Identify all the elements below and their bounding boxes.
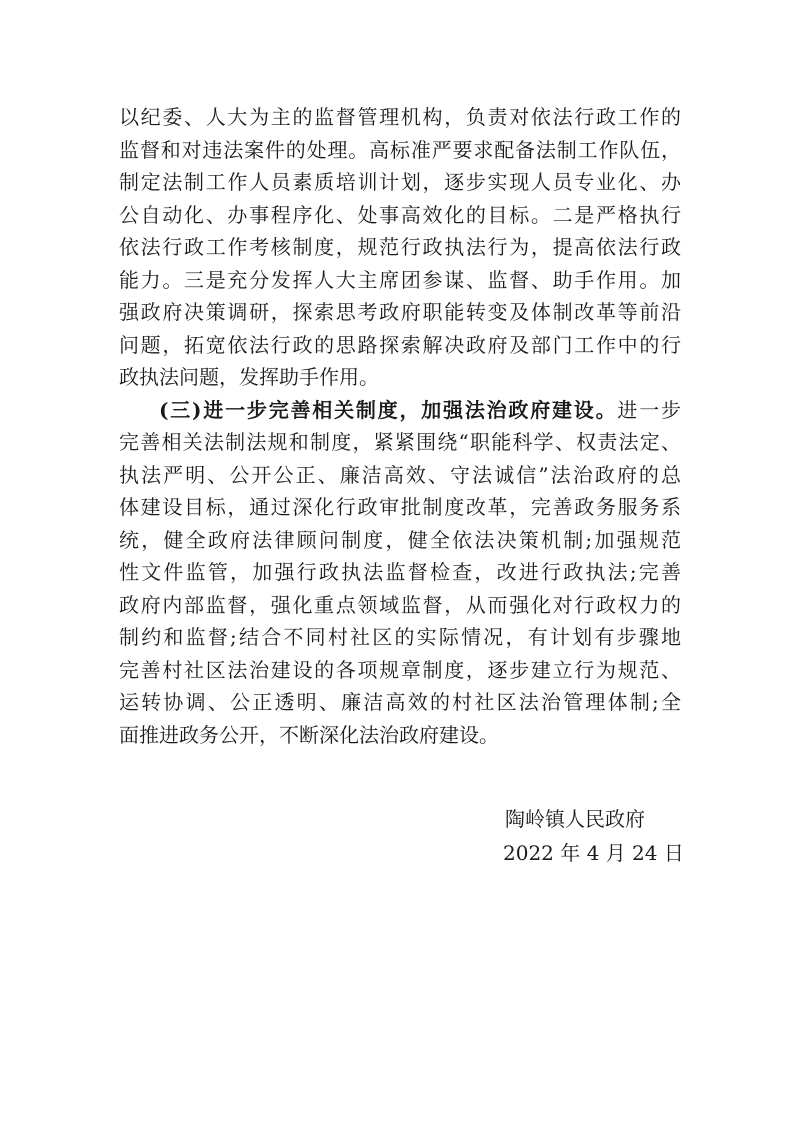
text-line: 监督和对违法案件的处理。高标准严要求配备法制工作队伍， bbox=[119, 137, 681, 162]
section-three-heading: (三)进一步完善相关制度，加强法治政府建设。 bbox=[159, 397, 618, 422]
text-line: 完善相关法制法规和制度，紧紧围绕“职能科学、权责法定、 bbox=[119, 430, 681, 454]
section-three-first-line bbox=[119, 394, 681, 427]
paragraph-continued bbox=[119, 101, 681, 394]
text-line: 公自动化、办事程序化、处事高效化的目标。二是严格执行 bbox=[119, 202, 681, 227]
document-body bbox=[119, 101, 681, 751]
section-three-paragraph bbox=[119, 394, 681, 752]
text-line: 面推进政务公开，不断深化法治政府建设。 bbox=[119, 722, 499, 747]
text-line: 完善村社区法治建设的各项规章制度，逐步建立行为规范、 bbox=[119, 657, 681, 682]
text-line: 体建设目标，通过深化行政审批制度改革，完善政务服务系 bbox=[119, 495, 681, 519]
text-line: 能力。三是充分发挥人大主席团参谋、监督、助手作用。加 bbox=[119, 267, 681, 292]
text-line: 统，健全政府法律顾问制度，健全依法决策机制;加强规范 bbox=[119, 527, 681, 552]
text-line: 制定法制工作人员素质培训计划，逐步实现人员专业化、办 bbox=[119, 170, 681, 194]
text-line: 强政府决策调研，探索思考政府职能转变及体制改革等前沿 bbox=[119, 300, 681, 324]
text-line: 制约和监督;结合不同村社区的实际情况，有计划有步骤地 bbox=[119, 625, 681, 649]
signature-date: 2022 年 4 月 24 日 bbox=[503, 841, 684, 865]
text-line: 政府内部监督，强化重点领域监督，从而强化对行政权力的 bbox=[119, 592, 681, 617]
text-line: 执法严明、公开公正、廉洁高效、守法诚信”法治政府的总 bbox=[119, 462, 681, 487]
text-line: 问题，拓宽依法行政的思路探索解决政府及部门工作中的行 bbox=[119, 332, 681, 357]
signature-block bbox=[505, 802, 705, 870]
text-line: 运转协调、公正透明、廉洁高效的村社区法治管理体制;全 bbox=[119, 690, 681, 714]
text-line: 依法行政工作考核制度，规范行政执法行为，提高依法行政 bbox=[119, 235, 681, 259]
section-three-first-line-rest: 进一步 bbox=[617, 397, 681, 422]
text-line: 以纪委、人大为主的监督管理机构，负责对依法行政工作的 bbox=[119, 105, 681, 129]
text-line: 性文件监管，加强行政执法监督检查，改进行政执法;完善 bbox=[119, 560, 681, 584]
signature-organization: 陶岭镇人民政府 bbox=[505, 807, 645, 831]
text-line: 政执法问题，发挥助手作用。 bbox=[119, 365, 379, 389]
